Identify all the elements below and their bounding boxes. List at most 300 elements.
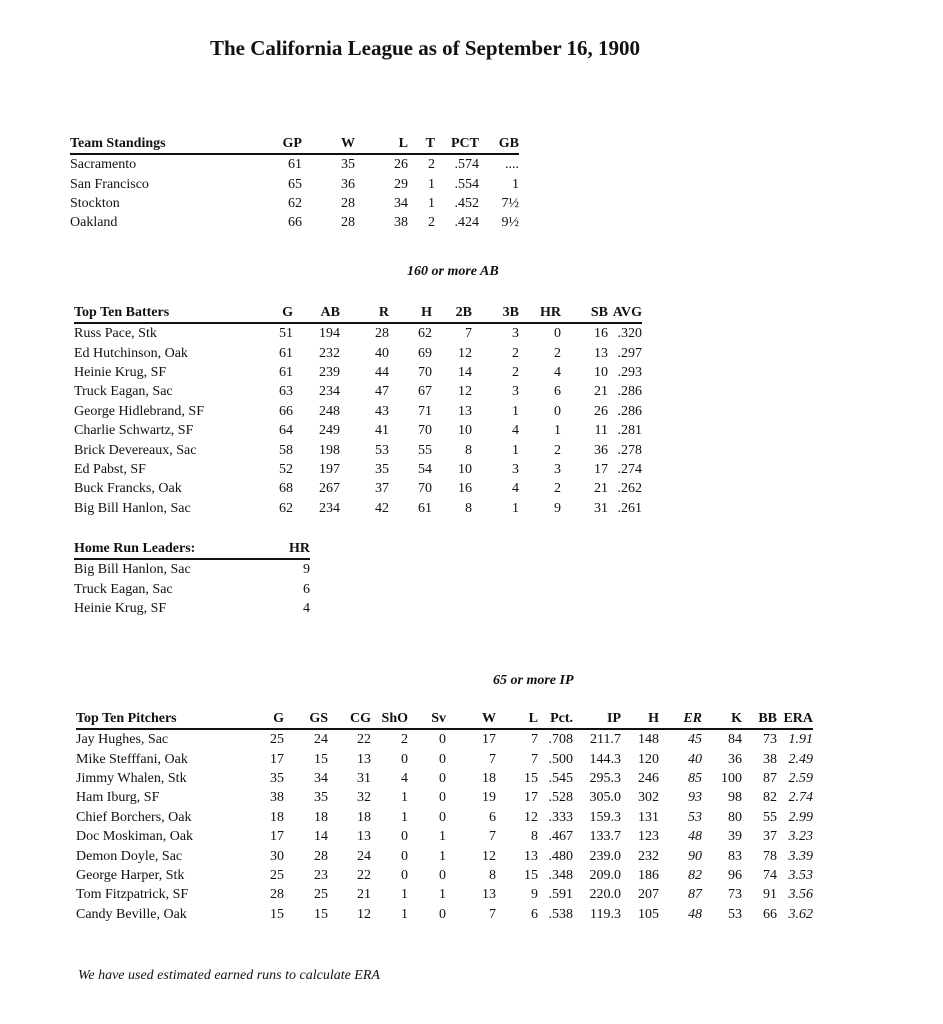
row-label: Ed Pabst, SF (74, 461, 146, 477)
table-cell: 0 (439, 732, 446, 748)
table-cell: 7 (489, 829, 496, 845)
table-cell: 16 (594, 326, 608, 342)
table-cell: 246 (638, 770, 659, 786)
table-cell: 48 (688, 829, 702, 845)
table-cell: 65 (288, 176, 302, 192)
table-cell: .281 (617, 423, 642, 439)
table-cell: 35 (314, 790, 328, 806)
table-cell: .348 (548, 867, 573, 883)
table-cell: 28 (341, 195, 355, 211)
table-cell: 186 (638, 867, 659, 883)
row-label: Heinie Krug, SF (74, 600, 167, 616)
table-cell: 14 (458, 364, 472, 380)
table-cell: 13 (357, 829, 371, 845)
row-label: San Francisco (70, 176, 149, 192)
column-header: T (408, 133, 435, 154)
column-header: W (446, 708, 496, 729)
table-cell: 47 (375, 384, 389, 400)
table-cell: 15 (524, 867, 538, 883)
table-cell: 15 (524, 770, 538, 786)
table-cell: 24 (314, 732, 328, 748)
table-cell: 305.0 (589, 790, 621, 806)
table-cell: 25 (270, 732, 284, 748)
table-cell: 1 (512, 176, 519, 192)
table-row (74, 499, 642, 518)
table-cell: 100 (721, 770, 742, 786)
table-cell: 0 (401, 848, 408, 864)
column-header: Top Ten Batters (74, 302, 251, 323)
column-header: HR (519, 302, 561, 323)
table-cell: .261 (617, 500, 642, 516)
table-cell: 82 (763, 790, 777, 806)
row-label: Tom Fitzpatrick, SF (76, 887, 189, 903)
table-cell: 36 (728, 751, 742, 767)
row-label: George Hidlebrand, SF (74, 403, 204, 419)
table-cell: 2.74 (788, 790, 813, 806)
column-header: Team Standings (70, 133, 250, 154)
table-cell: 85 (688, 770, 702, 786)
table-cell: 248 (319, 403, 340, 419)
table-cell: 2 (512, 364, 519, 380)
table-cell: 25 (314, 887, 328, 903)
table-cell: 13 (458, 403, 472, 419)
column-header: SB (561, 302, 608, 323)
table-cell: 10 (458, 423, 472, 439)
table-cell: 26 (594, 403, 608, 419)
table-row (74, 440, 642, 459)
table-cell: 17 (524, 790, 538, 806)
table-cell: 6 (303, 581, 310, 597)
table-cell: 12 (458, 345, 472, 361)
table-cell: 7½ (501, 195, 519, 211)
header-row (76, 708, 813, 729)
table-row (70, 194, 519, 213)
table-cell: 71 (418, 403, 432, 419)
row-label: Stockton (70, 195, 120, 211)
table-cell: 25 (270, 867, 284, 883)
table-cell: 302 (638, 790, 659, 806)
table-cell: 13 (524, 848, 538, 864)
column-header: G (251, 302, 293, 323)
table-cell: 6 (489, 809, 496, 825)
column-header: L (496, 708, 538, 729)
table-cell: .708 (548, 732, 573, 748)
table-cell: 70 (418, 364, 432, 380)
table-row (76, 769, 813, 788)
table-cell: 55 (418, 442, 432, 458)
table-cell: 4 (401, 770, 408, 786)
table-cell: .286 (617, 384, 642, 400)
table-cell: 36 (341, 176, 355, 192)
table-cell: .262 (617, 481, 642, 497)
table-cell: 38 (270, 790, 284, 806)
table-cell: 2 (554, 481, 561, 497)
table-cell: 105 (638, 906, 659, 922)
table-cell: 232 (319, 345, 340, 361)
table-cell: 0 (439, 867, 446, 883)
column-header: H (389, 302, 432, 323)
table-row (74, 343, 642, 362)
column-header: GP (250, 133, 302, 154)
table-cell: 18 (270, 809, 284, 825)
table-cell: 29 (394, 176, 408, 192)
table-cell: 35 (375, 461, 389, 477)
table-cell: 13 (594, 345, 608, 361)
row-label: Candy Beville, Oak (76, 906, 187, 922)
table-cell: 73 (728, 887, 742, 903)
table-cell: 6 (531, 906, 538, 922)
table-cell: 74 (763, 867, 777, 883)
table-cell: 119.3 (590, 906, 621, 922)
table-cell: 14 (314, 829, 328, 845)
table-cell: 39 (728, 829, 742, 845)
table-row (70, 213, 519, 232)
table-cell: 7 (531, 732, 538, 748)
table-cell: 197 (319, 461, 340, 477)
table-cell: 1 (512, 403, 519, 419)
column-header: PCT (435, 133, 479, 154)
row-label: Truck Eagan, Sac (74, 384, 173, 400)
table-cell: 9½ (501, 215, 519, 231)
table-cell: 3 (512, 461, 519, 477)
pitchers-qualifier: 65 or more IP (493, 673, 574, 688)
header-row (74, 302, 642, 323)
table-cell: 17 (482, 732, 496, 748)
table-cell: 13 (357, 751, 371, 767)
column-header: AB (293, 302, 340, 323)
table-cell: 78 (763, 848, 777, 864)
row-label: Ed Hutchinson, Oak (74, 345, 188, 361)
table-cell: 35 (270, 770, 284, 786)
top-batters-table (74, 302, 642, 518)
table-cell: 1.91 (788, 732, 813, 748)
table-cell: 98 (728, 790, 742, 806)
table-row (76, 905, 813, 924)
table-cell: 148 (638, 732, 659, 748)
table-cell: .528 (548, 790, 573, 806)
table-cell: 0 (554, 403, 561, 419)
table-cell: 1 (428, 176, 435, 192)
table-cell: 209.0 (589, 867, 621, 883)
column-header: Home Run Leaders: (74, 538, 274, 559)
table-cell: 66 (279, 403, 293, 419)
table-cell: .467 (548, 829, 573, 845)
table-cell: 2 (512, 345, 519, 361)
table-cell: 22 (357, 867, 371, 883)
table-cell: .424 (454, 215, 479, 231)
table-cell: 1 (554, 423, 561, 439)
row-label: Big Bill Hanlon, Sac (74, 500, 191, 516)
table-cell: 194 (319, 326, 340, 342)
table-cell: 2 (401, 732, 408, 748)
column-header: HR (274, 538, 310, 559)
table-cell: 83 (728, 848, 742, 864)
table-cell: 4 (512, 481, 519, 497)
table-row (74, 402, 642, 421)
table-cell: 82 (688, 867, 702, 883)
table-cell: 40 (688, 751, 702, 767)
table-cell: 62 (279, 500, 293, 516)
column-header: AVG (608, 302, 642, 323)
table-row (76, 808, 813, 827)
table-row (74, 579, 310, 598)
table-cell: 21 (594, 384, 608, 400)
table-cell: 70 (418, 481, 432, 497)
table-cell: 66 (763, 906, 777, 922)
table-cell: 133.7 (589, 829, 621, 845)
table-cell: 1 (401, 790, 408, 806)
table-cell: .274 (617, 461, 642, 477)
table-cell: 23 (314, 867, 328, 883)
table-cell: 17 (594, 461, 608, 477)
column-header: BB (742, 708, 777, 729)
table-cell: 12 (357, 906, 371, 922)
table-cell: 239.0 (589, 848, 621, 864)
table-cell: 0 (439, 790, 446, 806)
column-header: K (702, 708, 742, 729)
table-cell: 10 (594, 364, 608, 380)
table-cell: 234 (319, 384, 340, 400)
table-cell: 159.3 (589, 809, 621, 825)
table-cell: 198 (319, 442, 340, 458)
table-cell: 53 (375, 442, 389, 458)
table-cell: 43 (375, 403, 389, 419)
table-cell: 18 (482, 770, 496, 786)
table-cell: 37 (375, 481, 389, 497)
table-cell: 38 (394, 215, 408, 231)
table-row (76, 788, 813, 807)
era-footnote: We have used estimated earned runs to calculate ERA (78, 968, 380, 983)
table-row (70, 174, 519, 193)
table-cell: 90 (688, 848, 702, 864)
table-cell: 1 (512, 442, 519, 458)
column-header: H (621, 708, 659, 729)
row-label: Doc Moskiman, Oak (76, 829, 194, 845)
table-row (76, 827, 813, 846)
table-row (76, 729, 813, 749)
column-header: ER (659, 708, 702, 729)
home-run-leaders-table (74, 538, 310, 618)
table-row (76, 749, 813, 768)
table-cell: .500 (548, 751, 573, 767)
table-cell: 31 (594, 500, 608, 516)
table-cell: 1 (512, 500, 519, 516)
table-cell: 80 (728, 809, 742, 825)
table-cell: 54 (418, 461, 432, 477)
table-row (74, 599, 310, 618)
row-label: Sacramento (70, 157, 137, 173)
table-cell: 40 (375, 345, 389, 361)
column-header: ShO (371, 708, 408, 729)
row-label: Heinie Krug, SF (74, 364, 167, 380)
table-cell: 3 (512, 326, 519, 342)
table-cell: 12 (458, 384, 472, 400)
table-cell: 120 (638, 751, 659, 767)
table-cell: 2.59 (788, 770, 813, 786)
column-header: 3B (472, 302, 519, 323)
table-cell: 3 (512, 384, 519, 400)
table-cell: 0 (439, 751, 446, 767)
table-cell: 28 (314, 848, 328, 864)
table-cell: 69 (418, 345, 432, 361)
table-cell: .278 (617, 442, 642, 458)
table-cell: 68 (279, 481, 293, 497)
table-cell: 4 (303, 600, 310, 616)
table-cell: 73 (763, 732, 777, 748)
table-cell: .538 (548, 906, 573, 922)
table-row (70, 154, 519, 174)
column-header: GB (479, 133, 519, 154)
row-label: Buck Francks, Oak (74, 481, 182, 497)
table-cell: 93 (688, 790, 702, 806)
table-cell: 17 (270, 751, 284, 767)
table-cell: 2 (428, 157, 435, 173)
table-cell: 91 (763, 887, 777, 903)
table-cell: 3.62 (788, 906, 813, 922)
row-label: Mike Stefffani, Oak (76, 751, 188, 767)
table-cell: 11 (594, 423, 608, 439)
table-cell: 7 (489, 906, 496, 922)
table-cell: 66 (288, 215, 302, 231)
table-cell: 53 (728, 906, 742, 922)
table-cell: 1 (439, 829, 446, 845)
table-cell: 7 (465, 326, 472, 342)
row-label: Ham Iburg, SF (76, 790, 160, 806)
table-cell: 55 (763, 809, 777, 825)
table-cell: 28 (270, 887, 284, 903)
table-cell: 3.56 (788, 887, 813, 903)
table-cell: 61 (279, 345, 293, 361)
table-cell: 1 (439, 887, 446, 903)
table-cell: 52 (279, 461, 293, 477)
table-cell: 15 (270, 906, 284, 922)
table-cell: 295.3 (589, 770, 621, 786)
table-cell: 61 (279, 364, 293, 380)
page-title: The California League as of September 16, 1900 (209, 36, 641, 60)
table-cell: 42 (375, 500, 389, 516)
table-cell: 2.99 (788, 809, 813, 825)
row-label: Jay Hughes, Sac (76, 732, 169, 748)
header-row (74, 538, 310, 559)
table-cell: 2 (554, 345, 561, 361)
table-cell: 3.53 (788, 867, 813, 883)
table-cell: .320 (617, 326, 642, 342)
table-cell: 16 (458, 481, 472, 497)
table-cell: .286 (617, 403, 642, 419)
table-cell: 38 (763, 751, 777, 767)
table-cell: 9 (554, 500, 561, 516)
table-cell: .545 (548, 770, 573, 786)
table-cell: 62 (288, 195, 302, 211)
table-cell: 96 (728, 867, 742, 883)
table-cell: 18 (314, 809, 328, 825)
table-cell: 123 (638, 829, 659, 845)
table-cell: 249 (319, 423, 340, 439)
table-cell: 15 (314, 751, 328, 767)
table-cell: 239 (319, 364, 340, 380)
row-label: Chief Borchers, Oak (76, 809, 192, 825)
table-cell: 19 (482, 790, 496, 806)
table-cell: 17 (270, 829, 284, 845)
table-cell: 10 (458, 461, 472, 477)
table-cell: 53 (688, 809, 702, 825)
column-header: Top Ten Pitchers (76, 708, 250, 729)
row-label: Big Bill Hanlon, Sac (74, 562, 191, 578)
table-cell: .554 (454, 176, 479, 192)
table-cell: 18 (357, 809, 371, 825)
table-cell: 144.3 (589, 751, 621, 767)
table-cell: 87 (688, 887, 702, 903)
table-cell: 61 (418, 500, 432, 516)
table-cell: 12 (482, 848, 496, 864)
column-header: L (355, 133, 408, 154)
row-label: Brick Devereaux, Sac (74, 442, 197, 458)
table-cell: 0 (401, 867, 408, 883)
table-row (74, 323, 642, 343)
table-cell: 0 (401, 751, 408, 767)
table-cell: 37 (763, 829, 777, 845)
table-cell: 8 (489, 867, 496, 883)
table-cell: 220.0 (589, 887, 621, 903)
row-label: Jimmy Whalen, Stk (76, 770, 187, 786)
table-cell: 15 (314, 906, 328, 922)
table-cell: 41 (375, 423, 389, 439)
table-cell: 4 (554, 364, 561, 380)
table-cell: 70 (418, 423, 432, 439)
table-cell: 34 (314, 770, 328, 786)
table-row (74, 460, 642, 479)
table-cell: 22 (357, 732, 371, 748)
table-cell: 1 (401, 887, 408, 903)
header-row (70, 133, 519, 154)
row-label: George Harper, Stk (76, 867, 185, 883)
table-cell: 0 (439, 809, 446, 825)
column-header: W (302, 133, 355, 154)
table-cell: 34 (394, 195, 408, 211)
column-header: Sv (408, 708, 446, 729)
column-header: G (250, 708, 284, 729)
table-cell: 31 (357, 770, 371, 786)
table-cell: .452 (454, 195, 479, 211)
table-row (76, 885, 813, 904)
table-cell: 234 (319, 500, 340, 516)
table-cell: 28 (341, 215, 355, 231)
table-cell: 267 (319, 481, 340, 497)
table-cell: 63 (279, 384, 293, 400)
table-cell: .297 (617, 345, 642, 361)
table-cell: 1 (428, 195, 435, 211)
table-cell: 1 (401, 809, 408, 825)
column-header: CG (328, 708, 371, 729)
table-cell: 87 (763, 770, 777, 786)
table-cell: 24 (357, 848, 371, 864)
team-standings-table (70, 133, 519, 233)
table-cell: 84 (728, 732, 742, 748)
table-cell: 0 (554, 326, 561, 342)
batters-qualifier: 160 or more AB (407, 264, 499, 279)
table-cell: 211.7 (590, 732, 621, 748)
row-label: Russ Pace, Stk (74, 326, 157, 342)
table-cell: 3.23 (788, 829, 813, 845)
table-cell: .293 (617, 364, 642, 380)
table-cell: 7 (531, 751, 538, 767)
row-label: Charlie Schwartz, SF (74, 423, 194, 439)
top-pitchers-table (76, 708, 813, 924)
table-cell: 21 (594, 481, 608, 497)
table-cell: 2 (554, 442, 561, 458)
table-row (74, 363, 642, 382)
table-cell: 0 (401, 829, 408, 845)
